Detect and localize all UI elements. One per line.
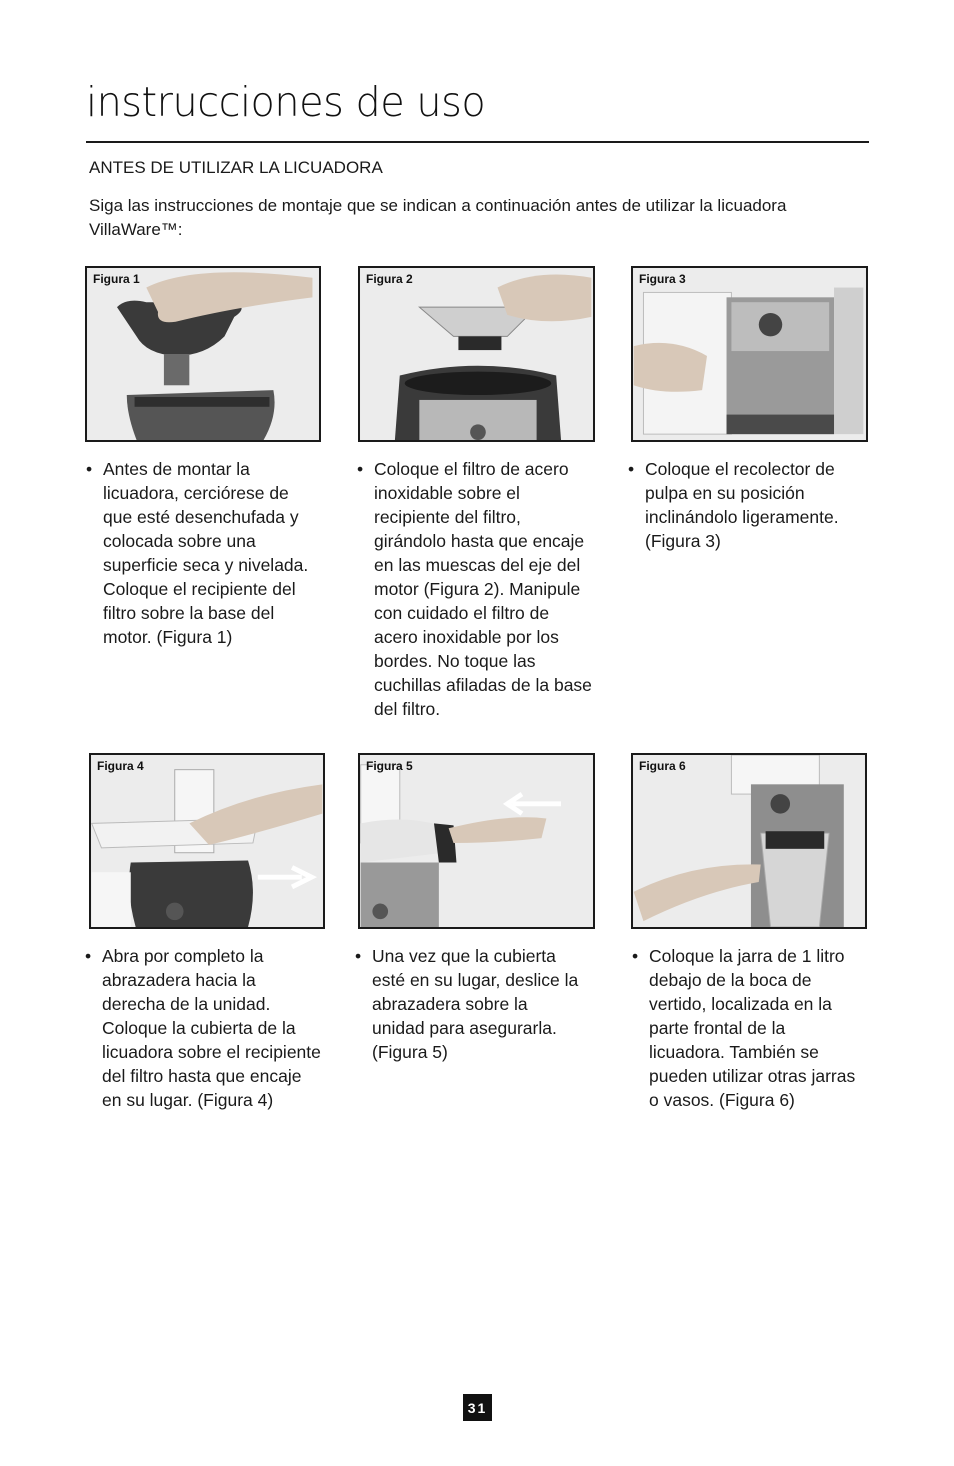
figure-2-label: Figura 2 xyxy=(366,272,413,286)
figure-3 xyxy=(631,266,868,442)
figure-4-illustration xyxy=(91,755,323,927)
figure-4-label: Figura 4 xyxy=(97,759,144,773)
figure-2 xyxy=(358,266,595,442)
step-6-text xyxy=(632,944,856,1112)
step-2-text xyxy=(357,457,595,721)
figure-3-label: Figura 3 xyxy=(639,272,686,286)
figure-6-illustration xyxy=(633,755,865,927)
step-5-body: Una vez que la cubierta esté en su lugar, deslice la abrazadera sobre la unidad para asegurarla. (Figura 5) xyxy=(372,946,579,1062)
step-4-text xyxy=(85,944,321,1112)
step-1-text xyxy=(86,457,322,649)
figure-5 xyxy=(358,753,595,929)
bullet-dot: • xyxy=(632,946,639,966)
bullet-dot: • xyxy=(357,459,364,479)
figure-1-illustration xyxy=(87,268,319,440)
step-6-body: Coloque la jarra de 1 litro debajo de la boca de vertido, localizada en la parte frontal de la licuadora. También se pueden utilizar otras jarras o vasos. (Figura 6) xyxy=(649,946,856,1110)
bullet-dot: • xyxy=(628,459,635,479)
figure-4 xyxy=(89,753,325,929)
figure-6-label: Figura 6 xyxy=(639,759,686,773)
section-heading: ANTES DE UTILIZAR LA LICUADORA xyxy=(89,158,383,177)
figure-5-illustration xyxy=(360,755,593,927)
title-divider xyxy=(86,141,869,143)
step-4-body: Abra por completo la abrazadera hacia la derecha de la unidad. Coloque la cubierta de la licuadora sobre el recipiente del filtro hasta que encaje en su lugar. (Figura 4) xyxy=(102,946,321,1110)
figure-6 xyxy=(631,753,867,929)
bullet-dot: • xyxy=(85,946,92,966)
step-2-body: Coloque el filtro de acero inoxidable sobre el recipiente del filtro, girándolo hasta que encaje en las muescas del eje del motor (Figura 2). Manipule con cuidado el filtro de acero inoxidable por los bordes. No toque las cuchillas afiladas de la base del filtro. xyxy=(374,459,592,719)
figure-1 xyxy=(85,266,321,442)
page-title: instrucciones de uso xyxy=(86,78,486,126)
figure-2-illustration xyxy=(360,268,593,440)
figure-3-illustration xyxy=(633,268,866,440)
bullet-dot: • xyxy=(86,459,93,479)
step-3-text xyxy=(628,457,864,553)
step-5-text xyxy=(355,944,583,1064)
figure-5-label: Figura 5 xyxy=(366,759,413,773)
bullet-dot: • xyxy=(355,946,362,966)
page-number: 31 xyxy=(463,1394,492,1421)
step-3-body: Coloque el recolector de pulpa en su posición inclinándolo ligeramente. (Figura 3) xyxy=(645,459,839,551)
intro-paragraph: Siga las instrucciones de montaje que se indican a continuación antes de utilizar la licuadora VillaWare™: xyxy=(89,196,787,239)
step-1-body: Antes de montar la licuadora, cerciórese de que esté desenchufada y colocada sobre una superficie seca y nivelada. Coloque el recipiente del filtro sobre la base del motor. (Figura 1) xyxy=(103,459,309,647)
figure-1-label: Figura 1 xyxy=(93,272,140,286)
